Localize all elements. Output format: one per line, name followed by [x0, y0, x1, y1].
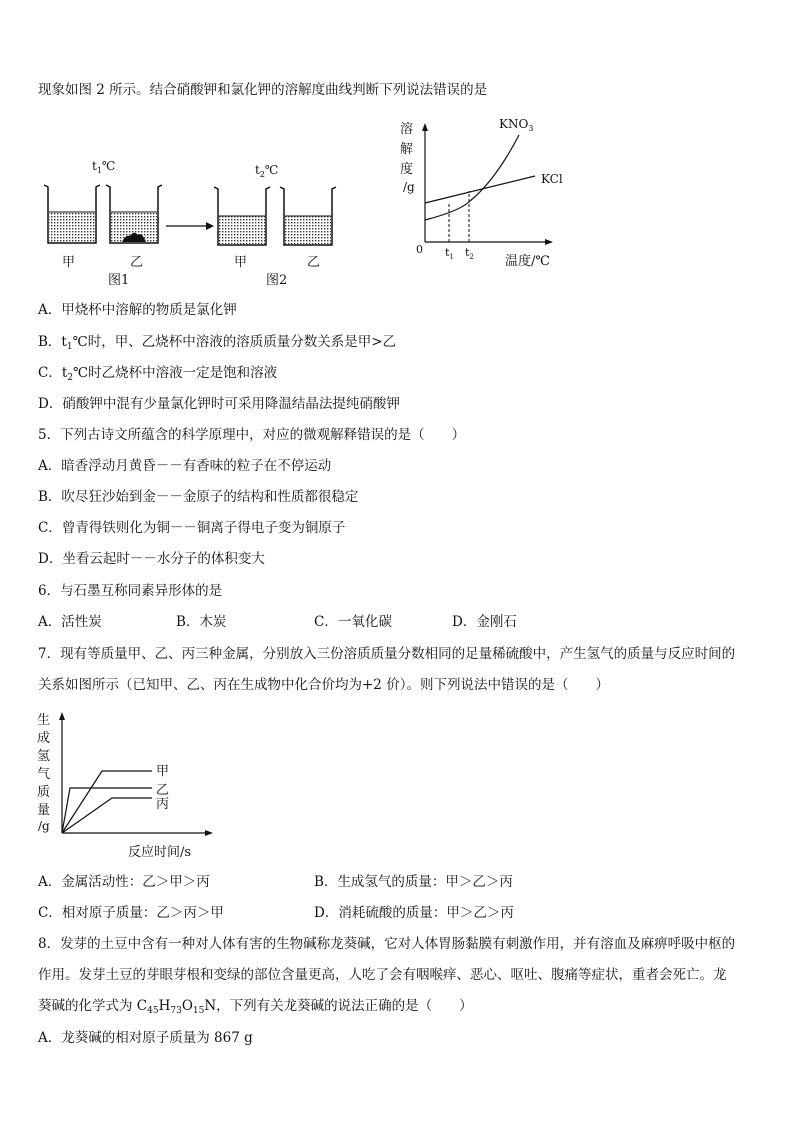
q8-line1: 8．发芽的土豆中含有一种对人体有害的生物碱称龙葵碱，它对人体胃肠黏膜有刺激作用，并有溶血及麻痹呼吸中枢的 — [38, 936, 736, 952]
q7-option-d: D．消耗硫酸的质量：甲＞乙＞丙 — [314, 905, 514, 921]
q5-option-b: B．吹尽狂沙始到金－－金原子的结构和性质都很稳定 — [38, 489, 359, 505]
arrow-head — [206, 222, 214, 230]
label-yi-1: 乙 — [130, 255, 144, 270]
t2-tick: $t_2$ — [465, 246, 474, 261]
ylabel-1: 溶 — [400, 122, 414, 137]
ylabel-2: 解 — [400, 142, 414, 157]
fig1-caption: 图1 — [108, 273, 130, 288]
h-ylabel-2: 成 — [37, 731, 51, 746]
q7-stem-line1: 7．现有等质量甲、乙、丙三种金属，分别放入三份溶质质量分数相同的足量稀硫酸中，产生氢气的质量与反应时间的 — [38, 646, 736, 662]
q5-option-c: C．曾青得铁则化为铜－－铜离子得电子变为铜原子 — [38, 520, 346, 536]
q7-stem-line2: 关系如图所示（已知甲、乙、丙在生成物中化合价均为+2 价）。则下列说法中错误的是（ ） — [38, 677, 609, 693]
beaker-jia-t1 — [44, 185, 100, 243]
ylabel-4: /g — [403, 180, 415, 194]
q6-option-c: C．一氧化碳 — [314, 614, 392, 630]
q4-option-a: A．甲烧杯中溶解的物质是氯化钾 — [38, 302, 237, 318]
beaker-yi-t2 — [280, 187, 336, 245]
t1-tick: $t_1$ — [445, 246, 454, 261]
h-ylabel-4: 气 — [37, 767, 51, 782]
fig2-caption: 图2 — [266, 273, 288, 288]
q8-line3: 葵碱的化学式为 $C_{45}H_{73}O_{15}N$，下列有关龙葵碱的说法正确的是（ ） — [38, 998, 473, 1016]
h-ylabel-7: /g — [38, 819, 50, 833]
q6-option-d: D．金刚石 — [452, 614, 517, 630]
label-curve-bing: 丙 — [156, 797, 170, 812]
q4-option-b: B．$t_1℃$时，甲、乙烧杯中溶液的溶质质量分数关系是甲>乙 — [38, 334, 397, 352]
t1-label: $t_1℃$ — [92, 159, 116, 175]
curve-bing — [62, 798, 152, 833]
q8-option-a: A．龙葵碱的相对原子质量为 867 g — [38, 1030, 253, 1046]
intro-text: 现象如图 2 所示。结合硝酸钾和氯化钾的溶解度曲线判断下列说法错误的是 — [38, 82, 488, 98]
q7-option-c: C．相对原子质量：乙＞丙＞甲 — [38, 905, 224, 921]
label-curve-jia: 甲 — [156, 764, 170, 779]
solubility-chart — [395, 115, 575, 270]
h-ylabel-3: 氢 — [37, 749, 51, 764]
xlabel: 温度/℃ — [505, 254, 550, 269]
q5-option-a: A．暗香浮动月黄昏－－有香味的粒子在不停运动 — [38, 458, 332, 474]
kno3-curve — [425, 135, 519, 220]
q6-option-a: A．活性炭 — [38, 614, 102, 630]
label-jia-2: 甲 — [234, 255, 248, 270]
kcl-curve — [425, 176, 535, 203]
h-ylabel-5: 质 — [37, 785, 51, 800]
q8-line2: 作用。发芽土豆的芽眼芽根和变绿的部位含量更高，人吃了会有咽喉痒、恶心、呕吐、腹痛等症状，重者会死亡。龙 — [38, 967, 727, 983]
q5-stem: 5．下列古诗文所蕴含的科学原理中，对应的微观解释错误的是（ ） — [38, 427, 466, 443]
beaker-yi-t1 — [106, 185, 162, 243]
beaker-jia-t2 — [214, 187, 270, 245]
kcl-label: KCl — [541, 172, 563, 186]
q6-option-b: B．木炭 — [176, 614, 227, 630]
h-xlabel: 反应时间/s — [128, 845, 192, 860]
q4-option-c: C．$t_2℃$时乙烧杯中溶液一定是饱和溶液 — [38, 365, 278, 383]
label-yi-2: 乙 — [307, 255, 321, 270]
q4-option-d: D．硝酸钾中混有少量氯化钾时可采用降温结晶法提纯硝酸钾 — [38, 396, 400, 412]
q7-option-b: B．生成氢气的质量：甲＞乙＞丙 — [314, 874, 513, 890]
beaker-figure — [30, 150, 350, 290]
t2-label: $t_2℃$ — [255, 163, 279, 179]
kno3-label: $KNO_3$ — [499, 117, 534, 133]
hydrogen-chart — [32, 708, 232, 863]
ylabel-3: 度 — [400, 162, 414, 177]
label-curve-yi: 乙 — [156, 783, 170, 798]
q5-option-d: D．坐看云起时－－水分子的体积变大 — [38, 551, 265, 567]
curve-yi — [62, 788, 152, 833]
h-ylabel-6: 量 — [37, 803, 51, 818]
q6-stem: 6．与石墨互称同素异形体的是 — [38, 583, 223, 599]
origin-label: 0 — [416, 243, 423, 256]
q7-option-a: A．金属活动性：乙＞甲＞丙 — [38, 874, 210, 890]
label-jia-1: 甲 — [62, 255, 76, 270]
h-ylabel-1: 生 — [37, 713, 51, 728]
